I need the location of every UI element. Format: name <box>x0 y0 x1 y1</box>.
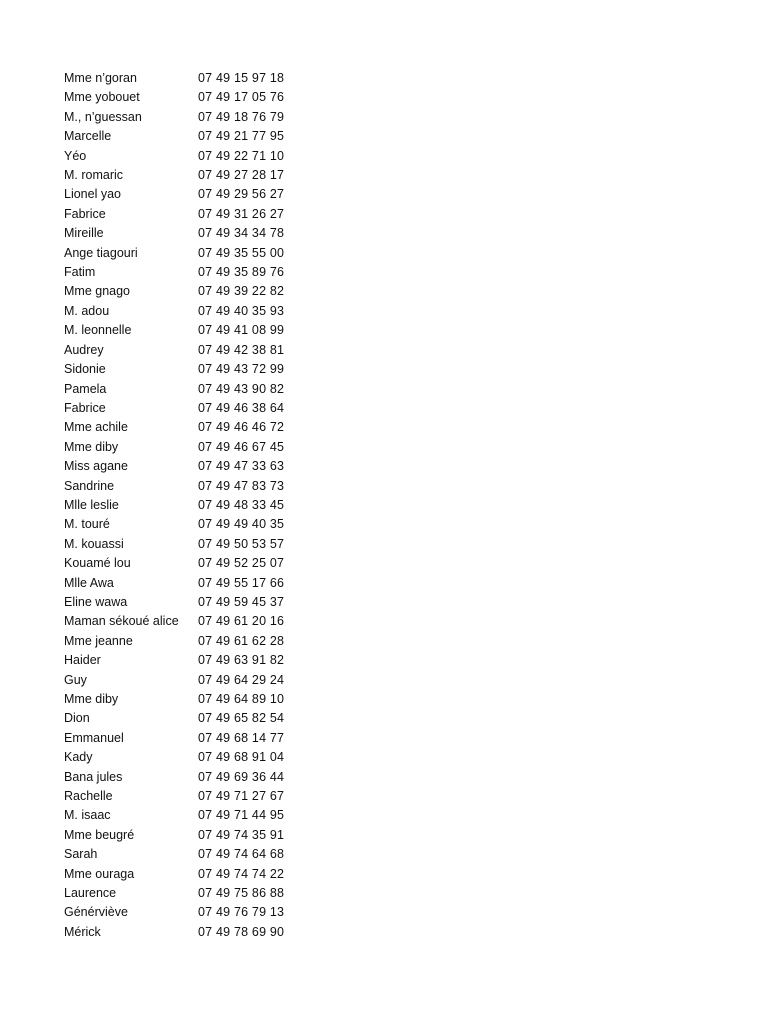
contact-name: Kady <box>64 750 93 765</box>
contact-table-body <box>64 69 318 942</box>
contact-row <box>64 88 318 107</box>
contact-row <box>64 127 318 146</box>
contact-phone: 07 49 40 35 93 <box>198 303 285 318</box>
contact-name: M. adou <box>64 303 110 318</box>
contact-row <box>64 341 318 360</box>
contact-name: Kouamé lou <box>64 556 131 571</box>
contact-name: M. kouassi <box>64 536 124 551</box>
contact-name: M., n’guessan <box>64 109 142 124</box>
contact-phone: 07 49 68 14 77 <box>198 730 285 745</box>
contact-phone: 07 49 31 26 27 <box>198 206 285 221</box>
contact-row <box>64 554 318 573</box>
contact-row <box>64 108 318 127</box>
contact-table <box>64 69 318 942</box>
contact-row <box>64 166 318 185</box>
contact-row <box>64 282 318 301</box>
contact-row <box>64 903 318 922</box>
contact-name: Sarah <box>64 847 98 862</box>
contact-phone: 07 49 65 82 54 <box>198 711 285 726</box>
contact-phone: 07 49 15 97 18 <box>198 71 285 85</box>
contact-phone: 07 49 64 29 24 <box>198 672 285 687</box>
contact-row <box>64 651 318 670</box>
contact-row <box>64 69 318 88</box>
contact-phone: 07 49 50 53 57 <box>198 536 285 551</box>
contact-row <box>64 826 318 845</box>
contact-row <box>64 865 318 884</box>
contact-phone: 07 49 69 36 44 <box>198 769 285 784</box>
contact-row <box>64 185 318 204</box>
contact-name: Mlle Awa <box>64 575 114 590</box>
contact-name: Sandrine <box>64 478 115 493</box>
contact-row <box>64 496 318 515</box>
contact-phone: 07 49 71 27 67 <box>198 789 285 804</box>
contact-phone: 07 49 52 25 07 <box>198 556 285 571</box>
contact-phone: 07 49 76 79 13 <box>198 905 285 920</box>
contact-name: Générviève <box>64 905 128 920</box>
contact-row <box>64 205 318 224</box>
contact-phone: 07 49 61 20 16 <box>198 614 285 629</box>
contact-phone: 07 49 35 55 00 <box>198 245 285 260</box>
contact-phone: 07 49 46 67 45 <box>198 439 285 454</box>
contact-name: Dion <box>64 711 90 726</box>
contact-name: Lionel yao <box>64 187 121 202</box>
contact-name: Fatim <box>64 265 96 280</box>
contact-phone: 07 49 43 72 99 <box>198 362 285 377</box>
contact-row <box>64 709 318 728</box>
contact-row <box>64 438 318 457</box>
contact-row <box>64 923 318 942</box>
contact-phone: 07 49 27 28 17 <box>198 168 285 183</box>
contact-name: Mérick <box>64 924 101 939</box>
contact-row <box>64 671 318 690</box>
contact-name: Fabrice <box>64 206 106 221</box>
contact-name: Mme gnago <box>64 284 131 299</box>
contact-row <box>64 399 318 418</box>
contact-name: Rachelle <box>64 789 113 804</box>
contact-phone: 07 49 74 35 91 <box>198 827 285 842</box>
contact-name: Pamela <box>64 381 107 396</box>
contact-phone: 07 49 74 74 22 <box>198 866 285 881</box>
contact-row <box>64 302 318 321</box>
contact-phone: 07 49 59 45 37 <box>198 594 285 609</box>
contact-name: Mme yobouet <box>64 90 140 105</box>
contact-phone: 07 49 21 77 95 <box>198 129 285 144</box>
contact-phone: 07 49 47 33 63 <box>198 459 285 474</box>
contact-phone: 07 49 63 91 82 <box>198 653 285 668</box>
contact-row <box>64 690 318 709</box>
contact-phone: 07 49 71 44 95 <box>198 808 285 823</box>
contact-row <box>64 593 318 612</box>
contact-name: Laurence <box>64 886 117 901</box>
contact-row <box>64 418 318 437</box>
contact-name: Sidonie <box>64 362 106 377</box>
contact-name: Ange tiagouri <box>64 245 138 260</box>
contact-name: Mme diby <box>64 439 119 454</box>
contact-row <box>64 574 318 593</box>
contact-phone: 07 49 22 71 10 <box>198 148 285 163</box>
contact-name: M. isaac <box>64 808 111 823</box>
contact-name: Mme jeanne <box>64 633 133 648</box>
contact-row <box>64 477 318 496</box>
contact-name: Emmanuel <box>64 730 124 745</box>
contact-row <box>64 457 318 476</box>
contact-phone: 07 49 43 90 82 <box>198 381 285 396</box>
contact-name: Mme n’goran <box>64 71 137 85</box>
contact-row <box>64 360 318 379</box>
contact-phone: 07 49 35 89 76 <box>198 265 285 280</box>
contact-phone: 07 49 49 40 35 <box>198 517 285 532</box>
contact-row <box>64 380 318 399</box>
contact-phone: 07 49 48 33 45 <box>198 497 285 512</box>
contact-name: Mme achile <box>64 420 128 435</box>
contact-row <box>64 612 318 631</box>
contact-row <box>64 806 318 825</box>
contact-phone: 07 49 34 34 78 <box>198 226 285 241</box>
contact-name: M. leonnelle <box>64 323 132 338</box>
contact-name: Audrey <box>64 342 104 357</box>
contact-phone: 07 49 75 86 88 <box>198 886 285 901</box>
contact-row <box>64 263 318 282</box>
contact-phone: 07 49 41 08 99 <box>198 323 285 338</box>
contact-row <box>64 515 318 534</box>
contact-row <box>64 321 318 340</box>
contact-name: Mme diby <box>64 692 119 706</box>
contact-phone: 07 49 55 17 66 <box>198 575 285 590</box>
contact-row <box>64 768 318 787</box>
contact-name: Haider <box>64 653 101 668</box>
contact-phone: 07 49 78 69 90 <box>198 924 285 939</box>
contact-name: Marcelle <box>64 129 112 144</box>
contact-row <box>64 748 318 767</box>
contact-name: Guy <box>64 672 87 687</box>
contact-phone: 07 49 74 64 68 <box>198 847 285 862</box>
contact-name: Mireille <box>64 226 104 241</box>
contact-name: Mlle leslie <box>64 497 119 512</box>
contact-row <box>64 845 318 864</box>
contact-name: Miss agane <box>64 459 128 474</box>
contact-phone: 07 49 18 76 79 <box>198 109 285 124</box>
contact-name: M. touré <box>64 517 110 532</box>
contact-phone: 07 49 17 05 76 <box>198 90 285 105</box>
contact-name: Eline wawa <box>64 594 128 609</box>
contact-phone: 07 49 68 91 04 <box>198 750 285 765</box>
contact-phone: 07 49 39 22 82 <box>198 284 285 299</box>
contact-phone: 07 49 29 56 27 <box>198 187 285 202</box>
contact-name: Bana jules <box>64 769 123 784</box>
contact-name: Mme beugré <box>64 827 135 842</box>
contact-row <box>64 632 318 651</box>
contact-phone: 07 49 47 83 73 <box>198 478 285 493</box>
contact-phone: 07 49 64 89 10 <box>198 692 285 706</box>
contact-row <box>64 729 318 748</box>
contact-phone: 07 49 46 38 64 <box>198 400 285 415</box>
contact-phone: 07 49 61 62 28 <box>198 633 285 648</box>
contact-name: Mme ouraga <box>64 866 135 881</box>
contact-name: M. romaric <box>64 168 124 183</box>
contact-name: Yéo <box>64 148 87 163</box>
contact-row <box>64 224 318 243</box>
contact-name: Maman sékoué alice <box>64 614 179 629</box>
contact-name: Fabrice <box>64 400 106 415</box>
contact-row <box>64 244 318 263</box>
contact-row <box>64 884 318 903</box>
contact-phone: 07 49 42 38 81 <box>198 342 285 357</box>
contact-row <box>64 147 318 166</box>
contact-row <box>64 535 318 554</box>
contact-row <box>64 787 318 806</box>
contact-phone: 07 49 46 46 72 <box>198 420 285 435</box>
